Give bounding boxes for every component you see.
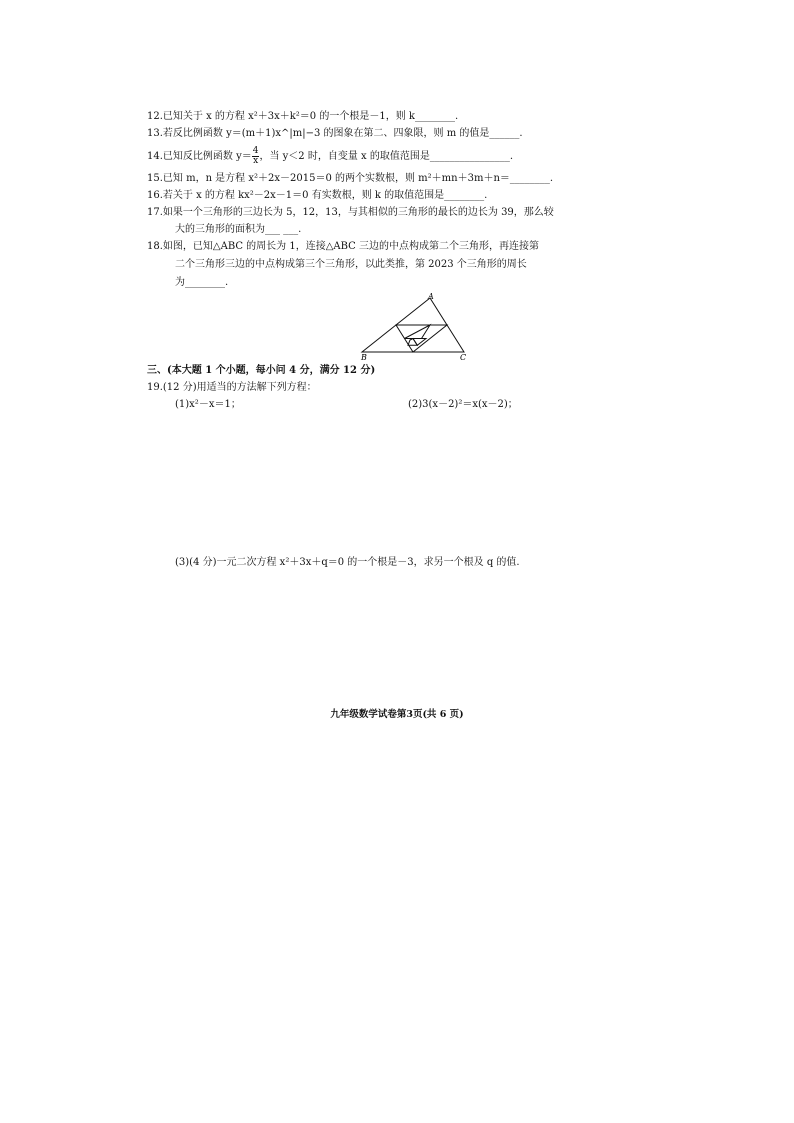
question-19-part-1: (1)x²－x＝1； xyxy=(175,399,241,410)
question-17-line-1: 17.如果一个三角形的三边长为 5，12，13，与其相似的三角形的最长的边长为 39，那么较 xyxy=(147,207,554,218)
triangle-3 xyxy=(405,325,431,339)
question-18-line-1: 18.如图，已知△ABC 的周长为 1，连接△ABC 三边的中点构成第二个三角形，再连接第 xyxy=(147,241,539,252)
label-a: A xyxy=(428,292,434,301)
question-12: 12.已知关于 x 的方程 x²＋3x＋k²＝0 的一个根是－1，则 k________. xyxy=(147,111,459,122)
fraction-numerator: 4 xyxy=(252,146,259,156)
fraction-denominator: x xyxy=(253,156,259,166)
label-c: C xyxy=(460,353,467,362)
question-19: 19.(12 分)用适当的方法解下列方程： xyxy=(147,382,317,393)
triangle-5 xyxy=(408,339,417,346)
question-13: 13.若反比例函数 y＝(m＋1)x^|m|−3 的图象在第二、四象限，则 m 的值是______. xyxy=(147,128,523,139)
section-3-heading: 三、(本大题 1 个小题，每小问 4 分，满分 12 分) xyxy=(147,365,376,376)
question-14 xyxy=(147,147,513,166)
question-18-line-3: 为________. xyxy=(175,277,229,288)
page-footer: 九年级数学试卷第3页(共 6 页) xyxy=(330,709,464,720)
question-15: 15.已知 m，n 是方程 x²＋2x－2015＝0 的两个实数根，则 m²＋mn＋3m＋n＝________. xyxy=(147,173,554,184)
nested-triangle-figure xyxy=(350,292,480,362)
question-14-suffix: ，当 y＜2 时，自变量 x 的取值范围是________________. xyxy=(259,151,514,162)
question-19-part-2: (2)3(x－2)²＝x(x－2)； xyxy=(408,399,518,410)
question-19-part-3: (3)(4 分)一元二次方程 x²＋3x＋q＝0 的一个根是－3，求另一个根及 q 的值. xyxy=(175,557,520,568)
question-14-prefix: 14.已知反比例函数 y＝ xyxy=(147,151,252,162)
label-b: B xyxy=(361,353,367,362)
question-16: 16.若关于 x 的方程 kx²－2x－1＝0 有实数根，则 k 的取值范围是________. xyxy=(147,190,488,201)
question-18-line-2: 二个三角形三边的中点构成第三个三角形，以此类推，第 2023 个三角形的周长 xyxy=(175,259,527,270)
question-17-line-2: 大的三角形的面积为___ ___. xyxy=(175,224,302,235)
